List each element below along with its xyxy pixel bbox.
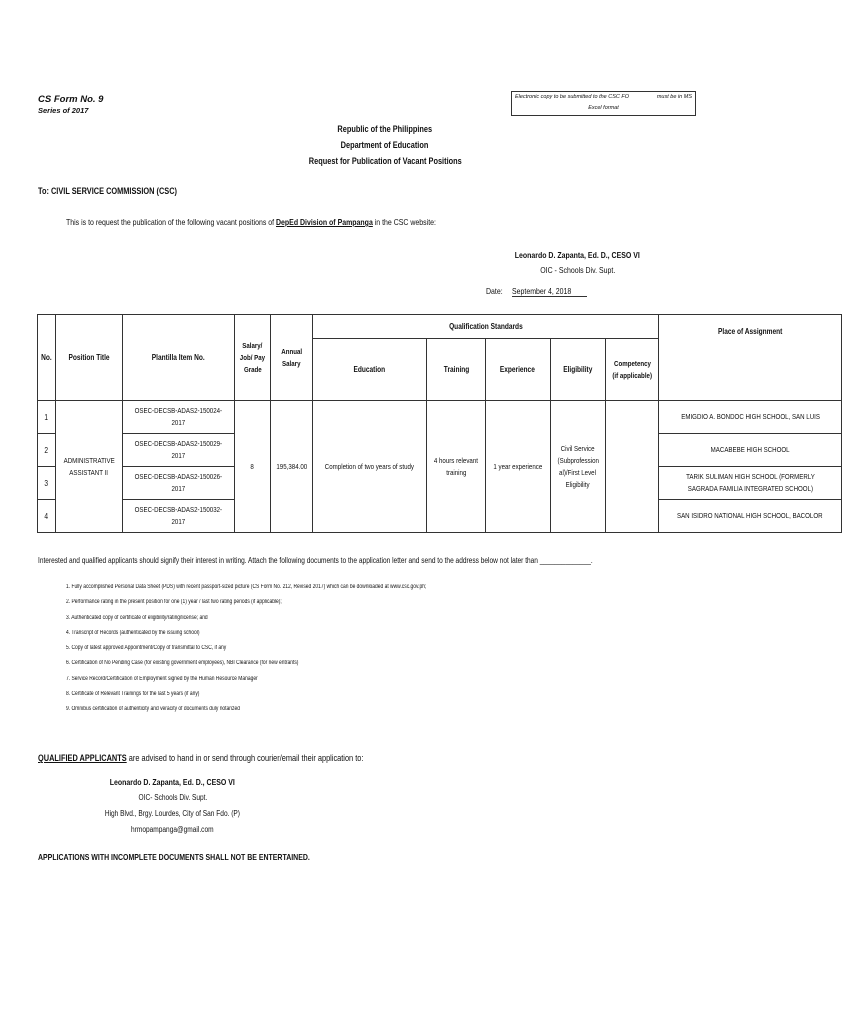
date-value: September 4, 2018: [512, 286, 572, 296]
qualified-applicants-label: QUALIFIED APPLICANTS: [38, 753, 127, 763]
requirements-list: [66, 584, 505, 722]
list-item: 4. Transcript of Records (authenticated by the issuing school): [66, 629, 200, 636]
form-series: Series of 2017: [38, 106, 89, 115]
table-row: [38, 401, 842, 434]
row-no: 4: [38, 500, 56, 533]
plantilla-item: OSEC-DECSB-ADAS2-150029- 2017: [123, 434, 235, 467]
contact-name: Leonardo D. Zapanta, Ed. D., CESO VI: [109, 777, 236, 787]
list-item: 5. Copy of latest approved Appointment/Copy of transmittal to CSC, if any: [66, 645, 227, 652]
document-heading: [0, 121, 770, 169]
electronic-note-line1: Electronic copy to be submitted to the CSC FO: [515, 94, 630, 100]
signatory-position: OIC - Schools Div. Supt.: [539, 265, 616, 275]
vacancy-table: [37, 314, 842, 533]
heading-title: Request for Publication of Vacant Positions: [308, 156, 462, 166]
header-place-of-assignment: Place of Assignment: [659, 315, 842, 401]
list-item: 3. Authenticated copy of certificate of eligibility/rating/license; and: [66, 614, 208, 621]
header-competency: Competency (if applicable): [606, 339, 659, 401]
list-item: 7. Service Record/Certification of Employment signed by the Human Resource Manager: [66, 675, 258, 682]
list-item: 6. Certification of No Pending Case (for existing government employees), NBI Clearance (for new entrants): [66, 660, 299, 667]
row-no: 1: [38, 401, 56, 434]
plantilla-item: OSEC-DECSB-ADAS2-150024- 2017: [123, 401, 235, 434]
plantilla-item: OSEC-DECSB-ADAS2-150032- 2017: [123, 500, 235, 533]
form-name: CS Form No. 9: [38, 94, 104, 105]
signatory-name: Leonardo D. Zapanta, Ed. D., CESO VI: [514, 250, 641, 260]
header-experience: Experience: [486, 339, 551, 401]
header-eligibility: Eligibility: [550, 339, 605, 401]
intro-after: in the CSC website:: [372, 217, 436, 227]
header-no: No.: [38, 315, 56, 401]
electronic-copy-note: [511, 91, 696, 116]
annual-salary-cell: 195,384.00: [270, 401, 313, 533]
training-cell: 4 hours relevant training: [427, 401, 486, 533]
list-item: 8. Certificate of Relevant Trainings for the last 5 years (if any): [66, 691, 200, 698]
place-of-assignment: MACABEBE HIGH SCHOOL: [659, 434, 842, 467]
electronic-note-line2: Excel format: [588, 105, 619, 111]
header-position-title: Position Title: [55, 315, 122, 401]
place-of-assignment: EMIGDIO A. BONDOC HIGH SCHOOL, SAN LUIS: [659, 401, 842, 434]
electronic-note-line1b: must be in MS: [656, 94, 692, 100]
header-plantilla: Plantilla Item No.: [123, 315, 235, 401]
education-cell: Completion of two years of study: [313, 401, 427, 533]
heading-line1: Republic of the Philippines: [337, 124, 433, 134]
list-item: 2. Performance rating in the present position for one (1) year / last two rating periods (if applicable);: [66, 599, 282, 606]
qualified-note-text: are advised to hand in or send through courier/email their application to:: [126, 753, 364, 763]
plantilla-item: OSEC-DECSB-ADAS2-150026- 2017: [123, 467, 235, 500]
header-qualification-standards: Qualification Standards: [313, 315, 659, 339]
heading-line2: Department of Education: [341, 140, 429, 150]
intro-paragraph: [66, 217, 517, 227]
header-annual-salary: Annual Salary: [270, 315, 313, 401]
position-title-cell: ADMINISTRATIVE ASSISTANT II: [55, 401, 122, 533]
incomplete-documents-warning: APPLICATIONS WITH INCOMPLETE DOCUMENTS SHALL NOT BE ENTERTAINED.: [38, 852, 310, 862]
list-item: 9. Omnibus certification of authenticity and veracity of documents duly notarized: [66, 706, 240, 713]
list-item: 1. Fully accomplished Personal Data Sheet (PDS) with recent passport-sized picture (CS Form No. 212, Revised 2017) which can be downloaded at www.csc.gov.ph;: [66, 584, 427, 590]
interest-note: Interested and qualified applicants should signify their interest in writing. Attach the following documents to the application letter and send to the address below not later than ______________.: [38, 556, 593, 565]
contact-position: OIC- Schools Div. Supt.: [138, 793, 207, 802]
place-of-assignment: TARIK SULIMAN HIGH SCHOOL (FORMERLY SAGRADA FAMILIA INTEGRATED SCHOOL): [659, 467, 842, 500]
contact-block: [60, 774, 285, 838]
experience-cell: 1 year experience: [486, 401, 551, 533]
row-no: 3: [38, 467, 56, 500]
contact-email: hrmopampanga@gmail.com: [131, 825, 214, 834]
contact-address: High Blvd., Brgy. Lourdes, City of San Fdo. (P): [104, 809, 241, 818]
salary-grade-cell: 8: [234, 401, 270, 533]
header-salary-grade: Salary/ Job/ Pay Grade: [234, 315, 270, 401]
date-row: [486, 286, 572, 296]
form-header: [38, 94, 103, 115]
header-training: Training: [427, 339, 486, 401]
addressee: To: CIVIL SERVICE COMMISSION (CSC): [38, 186, 178, 196]
competency-cell: [606, 401, 659, 533]
header-education: Education: [313, 339, 427, 401]
intro-agency: DepEd Division of Pampanga: [275, 217, 373, 227]
place-of-assignment: SAN ISIDRO NATIONAL HIGH SCHOOL, BACOLOR: [659, 500, 842, 533]
eligibility-cell: Civil Service (Subprofession al)/First Level Eligibility: [550, 401, 605, 533]
qualified-applicants-note: [38, 753, 435, 763]
date-label: Date:: [486, 286, 503, 296]
row-no: 2: [38, 434, 56, 467]
signatory-block: [440, 248, 715, 278]
intro-before: This is to request the publication of the following vacant positions of: [66, 217, 276, 227]
